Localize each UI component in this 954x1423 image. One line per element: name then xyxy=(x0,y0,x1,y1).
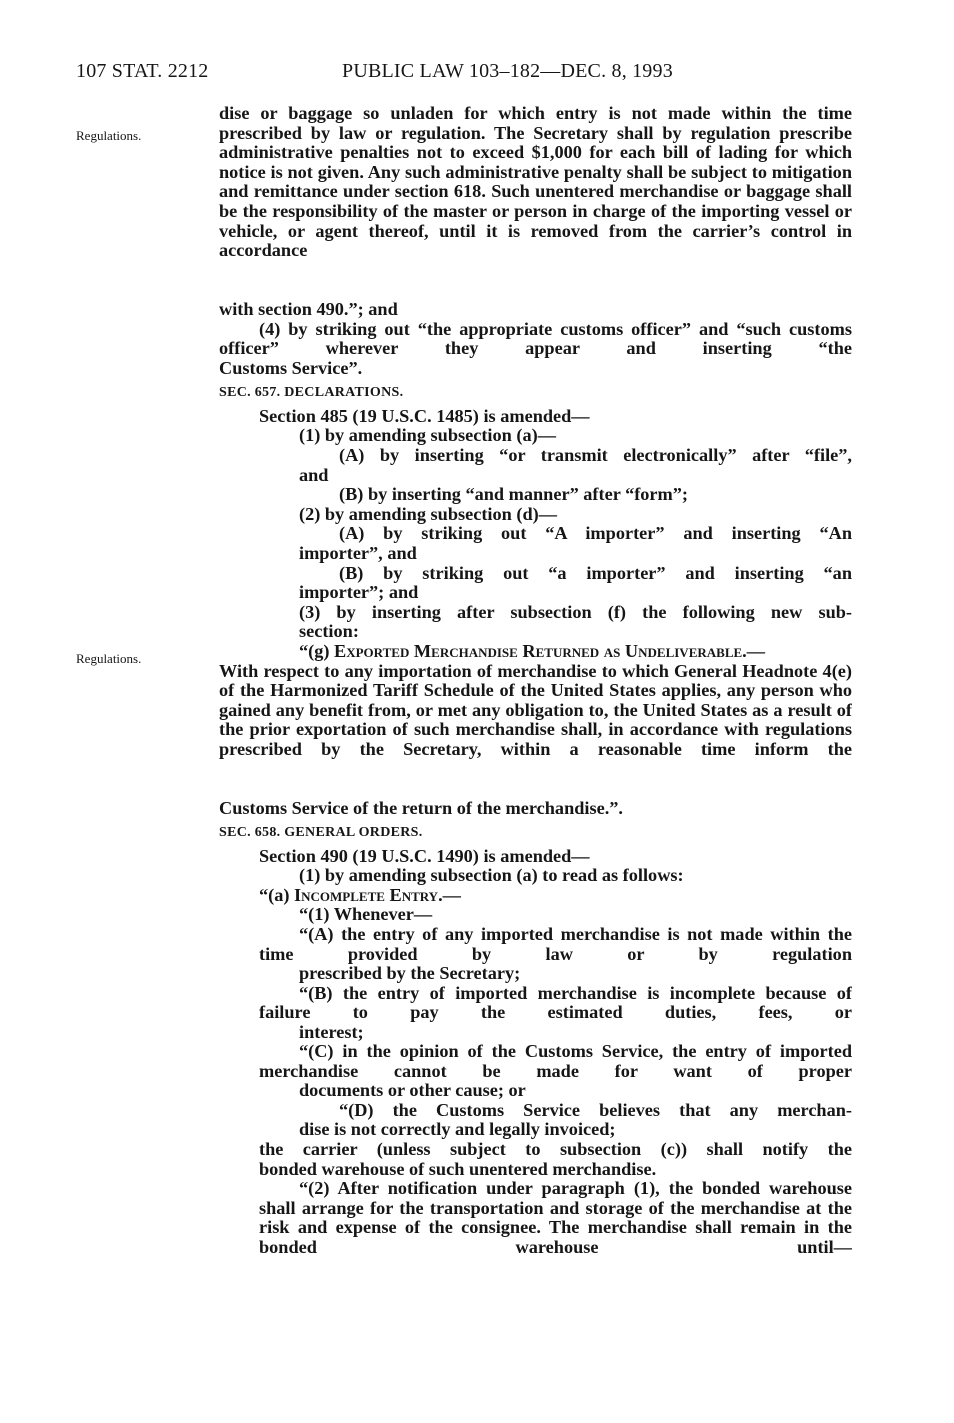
paragraph: documents or other cause; or xyxy=(299,1080,526,1101)
paragraph: Customs Service”. xyxy=(219,357,363,378)
document-body xyxy=(219,104,852,1257)
paragraph: (B) by inserting “and manner” after “form”; xyxy=(339,484,689,505)
paragraph: and xyxy=(299,464,329,485)
paragraph: “(C) in the opinion of the Customs Service, the entry of imported merchandise cannot be made for want of proper xyxy=(259,1042,852,1081)
paragraph: importer”, and xyxy=(299,542,417,563)
paragraph: With respect to any importation of merchandise to which General Headnote 4(e) of the Harmonized Tariff Schedule of the United States applies, any person who gained any benefit from, or met any obligation to, the United States as a result of the prior exportation of such merchandise shall, in accordance with regulations prescribed by the Secretary, within a reasonable time inform the xyxy=(219,661,852,759)
paragraph: “(A) the entry of any imported merchandise is not made within the time provided by law or by regulation xyxy=(259,925,852,964)
margin-note-regulations: Regulations. xyxy=(76,651,142,666)
paragraph: section: xyxy=(299,621,359,642)
paragraph: (B) by striking out “a importer” and inserting “an xyxy=(339,562,852,583)
paragraph: (A) by inserting “or transmit electronically” after “file”, xyxy=(339,444,852,465)
subsection-heading: “(a) Incomplete Entry.— xyxy=(259,884,461,905)
paragraph: prescribed by the Secretary; xyxy=(299,963,521,984)
paragraph: (3) by inserting after subsection (f) the following new sub- xyxy=(299,601,852,622)
section-heading: SEC. 657. DECLARATIONS. xyxy=(219,385,404,401)
paragraph: “(2) After notification under paragraph (1), the bonded warehouse shall arrange for the transportation and storage of the merchandise at the risk and expense of the consignee. The merchandise shall remain in the bonded warehouse until— xyxy=(259,1179,852,1257)
paragraph: with section 490.”; and xyxy=(219,299,398,319)
paragraph: (1) by amending subsection (a)— xyxy=(299,425,556,446)
margin-note-regulations: Regulations. xyxy=(76,128,142,143)
paragraph: importer”; and xyxy=(299,582,419,603)
paragraph: interest; xyxy=(299,1021,364,1042)
paragraph: “(D) the Customs Service believes that any merchan- xyxy=(339,1099,852,1120)
paragraph: dise is not correctly and legally invoiced; xyxy=(299,1119,616,1140)
paragraph: “(B) the entry of imported merchandise is incomplete because of failure to pay the estimated duties, fees, or xyxy=(259,983,852,1023)
running-head: PUBLIC LAW 103–182—DEC. 8, 1993 xyxy=(342,60,673,82)
paragraph: Section 490 (19 U.S.C. 1490) is amended— xyxy=(259,845,590,866)
page-number: 107 STAT. 2212 xyxy=(76,60,209,82)
paragraph: dise or baggage so unladen for which entry is not made within the time prescribed by law or regulation. The Secretary shall by regulation prescribe administrative penalties not to exceed $1,000 for each bill of lading for which notice is not given. Any such administrative penalty shall be subject to mitigation and remittance under section 618. Such unentered merchandise or baggage shall be the responsibility of the master or person in charge of the importing vessel or vehicle, or agent thereof, until it is removed from the carrier’s control in accordance xyxy=(219,104,852,261)
paragraph: (1) by amending subsection (a) to read as follows: xyxy=(299,865,684,886)
paragraph: Section 485 (19 U.S.C. 1485) is amended— xyxy=(259,405,590,426)
paragraph: the carrier (unless subject to subsection (c)) shall notify the xyxy=(259,1139,852,1160)
paragraph: “(1) Whenever— xyxy=(299,904,433,925)
subsection-heading: “(g) Exported Merchandise Returned as Undeliverable.— xyxy=(299,640,766,661)
paragraph: (4) by striking out “the appropriate customs officer” and “such customs officer” wherever they appear and inserting “the xyxy=(219,319,852,359)
paragraph: (2) by amending subsection (d)— xyxy=(299,503,557,524)
paragraph: Customs Service of the return of the merchandise.”. xyxy=(219,797,623,818)
section-heading: SEC. 658. GENERAL ORDERS. xyxy=(219,825,423,841)
paragraph: (A) by striking out “A importer” and inserting “An xyxy=(339,523,852,544)
paragraph: bonded warehouse of such unentered merchandise. xyxy=(259,1158,657,1179)
